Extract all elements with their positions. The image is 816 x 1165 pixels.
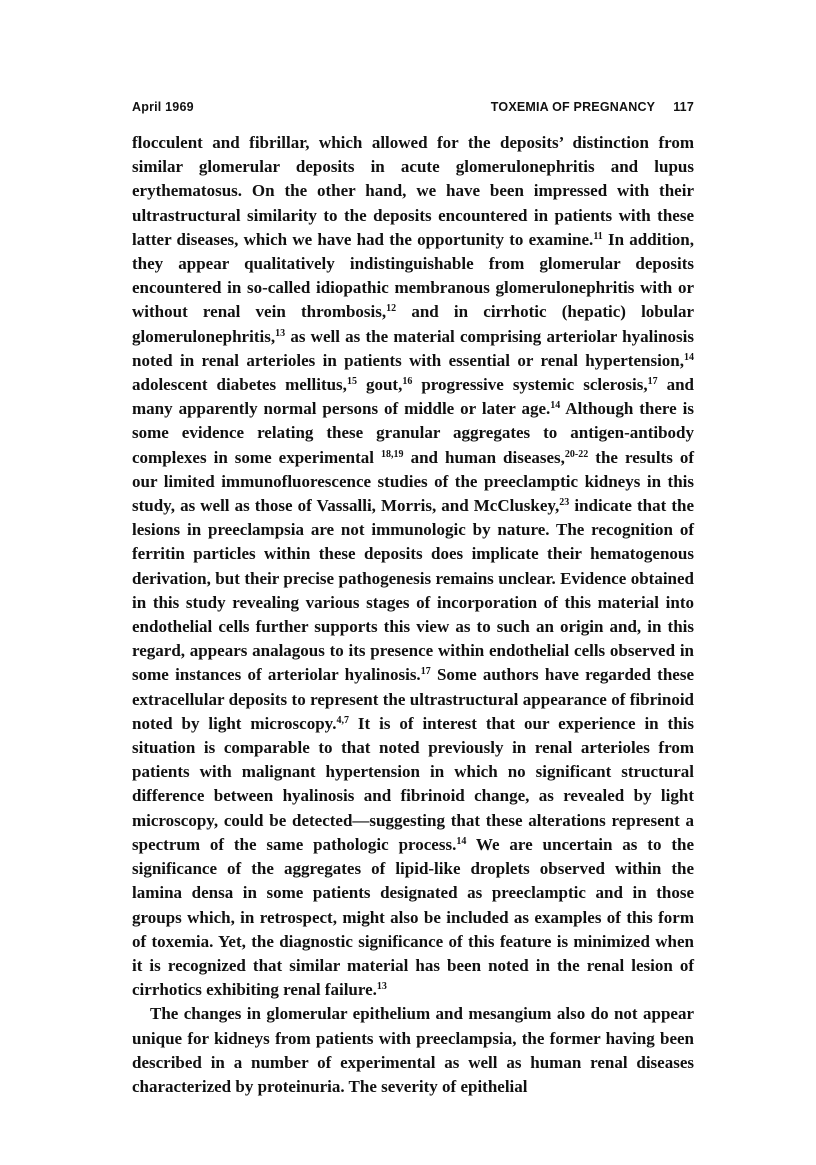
text-run: and in cirrhotic (hepatic) lobular glomerulonephritis,	[132, 302, 694, 346]
text-run: flocculent and fibrillar, which allowed for the deposits’ distinction from similar glomerular deposits in acute glomerulonephritis and lupus erythematosus. On the other hand, we have been impressed with their ultrastructural similarity to the deposits encountered in patients with these latter diseases, which we have had the opportunity to examine.	[132, 133, 694, 249]
text-run: the results of our limited immunofluorescence studies of the preeclamptic kidneys in this study, as well as those of Vassalli, Morris, and McCluskey,	[132, 447, 695, 516]
citation-marker: 15	[346, 376, 357, 388]
text-run: progressive systemic sclerosis,	[412, 375, 648, 395]
citation-marker: 14	[684, 351, 694, 363]
citation-marker: 16	[402, 376, 413, 388]
citation-marker: 12	[386, 303, 397, 315]
text-run: It is of interest that our experience in this situation is comparable to that noted previously in renal arterioles from patients with malignant hypertension in which no significant structural difference between hyalinosis and fibrinoid change, as revealed by light microscopy, could be detected—suggesting that these alterations represent a spectrum of the same pathologic process.	[132, 713, 695, 854]
citation-marker: 20-22	[564, 448, 589, 460]
citation-marker: 14	[456, 835, 467, 847]
paragraph	[132, 131, 694, 1002]
citation-marker: 4,7	[336, 714, 349, 726]
citation-marker: 13	[376, 981, 387, 993]
citation-marker: 17	[647, 376, 658, 388]
text-run: as well as the material comprising arteriolar hyalinosis noted in renal arterioles in patients with essential or renal hypertension,	[132, 326, 694, 370]
paragraph	[132, 1002, 694, 1099]
text-run: The changes in glomerular epithelium and mesangium also do not appear unique for kidneys from patients with preeclampsia, the former having been described in a number of experimental as well as human renal diseases characterized by proteinuria. The severity of epithelial	[132, 1004, 694, 1096]
citation-marker: 17	[420, 666, 431, 678]
citation-marker: 23	[559, 497, 570, 509]
text-run: indicate that the lesions in preeclampsia are not immunologic by nature. The recognition of ferritin particles within these deposits does implicate their hematogenous derivation, but their precise pathogenesis remains unclear. Evidence obtained in this study revealing various stages of incorporation of this material into endothelial cells further supports this view as to such an origin and, in this regard, appears analagous to its presence within endothelial cells observed in some instances of arteriolar hyalinosis.	[132, 496, 695, 685]
text-run: Although there is some evidence relating these granular aggregates to antigen-antibody complexes in some experimental	[132, 399, 694, 467]
article-body	[132, 131, 694, 1099]
text-run: Some authors have regarded these extracellular deposits to represent the ultrastructural appearance of fibrinoid noted by light microscopy.	[132, 665, 694, 733]
text-run: and many apparently normal persons of middle or later age.	[132, 375, 695, 419]
citation-marker: 18,19	[381, 448, 404, 460]
citation-marker: 11	[593, 230, 603, 242]
running-head-right	[491, 100, 694, 114]
text-run: gout,	[356, 375, 403, 395]
journal-page	[132, 100, 694, 1099]
text-run: In addition, they appear qualitatively indistinguishable from glomerular deposits encountered in so-called idiopathic membranous glomerulonephritis with or without renal vein thrombosis,	[132, 229, 695, 322]
running-head	[132, 100, 694, 114]
section-title: TOXEMIA OF PREGNANCY	[490, 100, 656, 114]
issue-date: April 1969	[132, 100, 194, 114]
text-run: and human diseases,	[403, 447, 565, 467]
text-run: adolescent diabetes mellitus,	[132, 375, 347, 395]
text-run: We are uncertain as to the significance of the aggregates of lipid-like droplets observed within the lamina densa in some patients designated as preeclamptic and in those groups which, in retrospect, might also be included as examples of this form of toxemia. Yet, the diagnostic significance of this feature is minimized when it is recognized that similar material has been noted in the renal lesion of cirrhotics exhibiting renal failure.	[132, 834, 694, 1000]
page-number: 117	[673, 100, 694, 114]
citation-marker: 13	[275, 327, 286, 339]
citation-marker: 14	[550, 400, 561, 412]
